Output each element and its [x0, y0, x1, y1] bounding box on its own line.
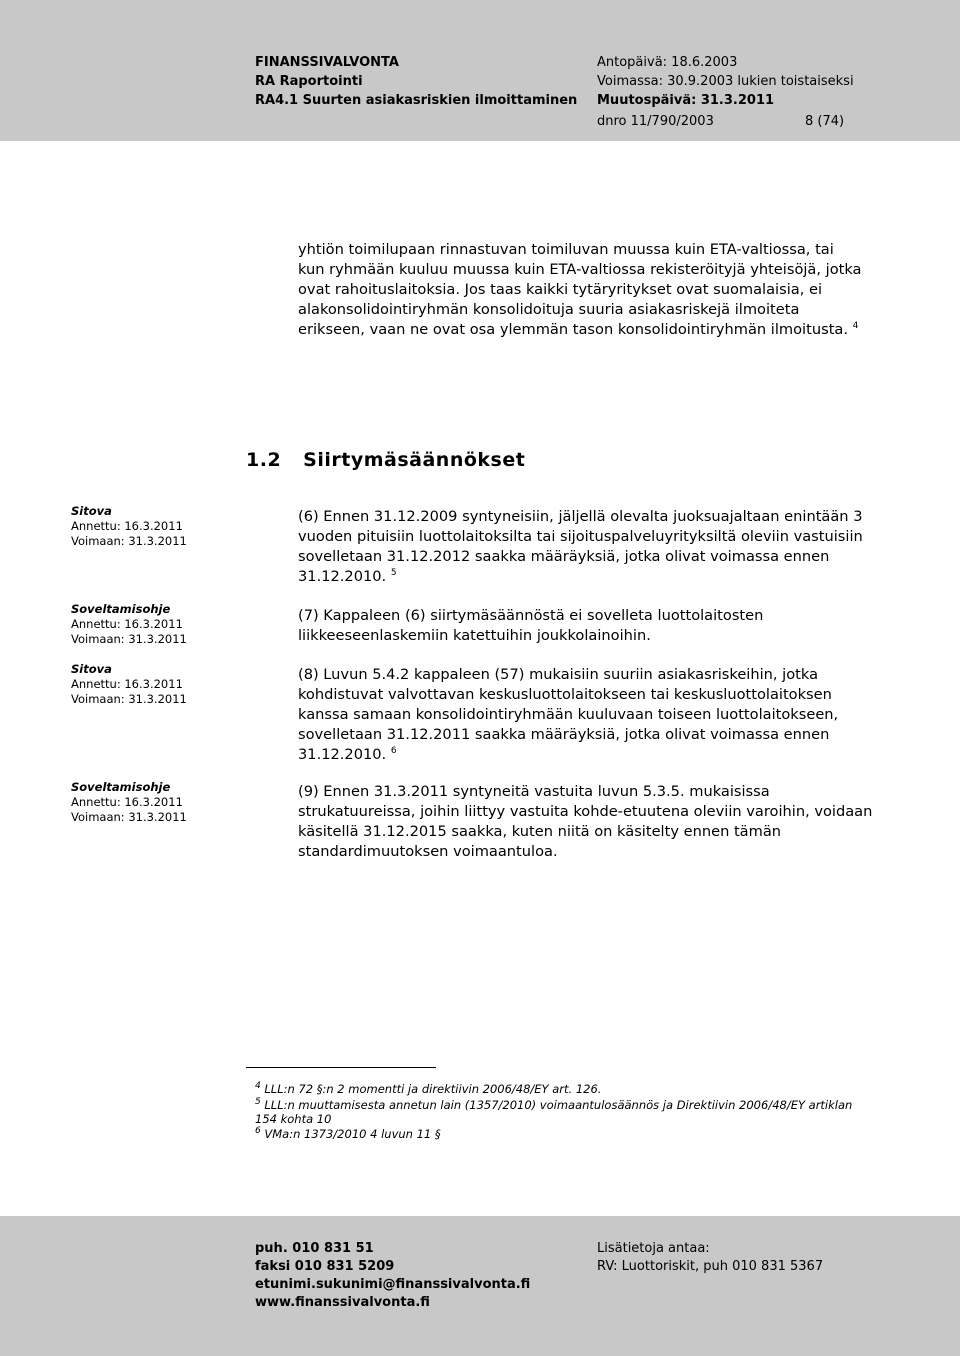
validity: Voimassa: 30.9.2003 lukien toistaiseksi: [597, 74, 854, 89]
note-kind: Sitova: [71, 504, 112, 518]
phone: puh. 010 831 51: [255, 1241, 374, 1256]
note-issued: Annettu: 16.3.2011: [71, 617, 183, 631]
note-kind: Sitova: [71, 662, 112, 676]
contact-info: RV: Luottoriskit, puh 010 831 5367: [597, 1259, 824, 1274]
paragraph-text: (9) Ennen 31.3.2011 syntyneitä vastuita luvun 5.3.5. mukaisissa strukatuureissa, joihin liittyy vastuita kohde-etuutena oleviin varoihin, voidaan käsitellä 31.12.2015 saakka, kuten niitä on käsitelty ennen tämän standardimuutoksen voimaantuloa.: [298, 783, 873, 860]
footnote-text: VMa:n 1373/2010 4 luvun 11 §: [264, 1127, 441, 1141]
footnote-text: LLL:n 72 §:n 2 momentti ja direktiivin 2006/48/EY art. 126.: [264, 1082, 602, 1096]
footnote-number: 5: [255, 1097, 261, 1108]
footnote-number: 6: [255, 1126, 261, 1137]
change-date: Muutospäivä: 31.3.2011: [597, 93, 775, 108]
page-header: [0, 0, 960, 141]
email-link[interactable]: etunimi.sukunimi@finanssivalvonta.fi: [255, 1277, 531, 1292]
paragraph-8: [298, 665, 883, 765]
paragraph-text: (6) Ennen 31.12.2009 syntyneisiin, jäljellä olevalta juoksuajaltaan enintään 3 vuoden pituisiin luottolaitoksilta tai sijoituspalveluyrityksiltä oleviin vastuisiin sovelletaan 31.12.2012 saakka määräyksiä, jotka olivat voimassa ennen 31.12.2010.: [298, 508, 863, 585]
record-number: dnro 11/790/2003: [597, 114, 714, 129]
note-kind: Soveltamisohje: [71, 602, 171, 616]
issue-date: Antopäivä: 18.6.2003: [597, 55, 738, 70]
note-effective: Voimaan: 31.3.2011: [71, 632, 187, 646]
note-effective: Voimaan: 31.3.2011: [71, 692, 187, 706]
page-number: 8 (74): [805, 114, 845, 129]
footnote: [255, 1127, 875, 1141]
footnote-text: LLL:n muuttamisesta annetun lain (1357/2010) voimaantulosäännös ja Direktiivin 2006/48/EY artiklan 154 kohta 10: [255, 1098, 853, 1126]
doc-title: RA4.1 Suurten asiakasriskien ilmoittaminen: [255, 93, 578, 108]
paragraph-text: (8) Luvun 5.4.2 kappaleen (57) mukaisiin suuriin asiakasriskeihin, jotka kohdistuvat valvottavan keskusluottolaitokseen tai keskusluottolaitoksen kanssa samaan konsolidointiryhmään kuuluvaan toiseen luottolaitokseen, sovelletaan 31.12.2011 saakka määräyksiä, jotka olivat voimassa ennen 31.12.2010.: [298, 666, 839, 763]
footnote-ref: 4: [852, 321, 859, 332]
note-issued: Annettu: 16.3.2011: [71, 519, 183, 533]
doc-category: RA Raportointi: [255, 74, 363, 89]
section-title: Siirtymäsäännökset: [303, 449, 526, 471]
note-issued: Annettu: 16.3.2011: [71, 677, 183, 691]
paragraph-9: [298, 782, 883, 862]
margin-note: [71, 504, 187, 549]
paragraph-6: [298, 507, 883, 587]
margin-note: [71, 662, 187, 707]
footnote-ref: 5: [390, 568, 397, 579]
footnote-divider: [246, 1067, 436, 1068]
paragraph-text: (7) Kappaleen (6) siirtymäsäännöstä ei sovelleta luottolaitosten liikkeeseenlaskemiin katettuihin joukkolainoihin.: [298, 607, 764, 644]
page-footer: [0, 1216, 960, 1356]
footnote-ref: 6: [390, 746, 397, 757]
footnote-number: 4: [255, 1081, 261, 1092]
fax: faksi 010 831 5209: [255, 1259, 395, 1274]
footnote: [255, 1098, 875, 1126]
paragraph-7: [298, 606, 883, 646]
intro-text: yhtiön toimilupaan rinnastuvan toimiluvan muussa kuin ETA-valtiossa, tai kun ryhmään kuuluu muussa kuin ETA-valtiossa rekisteröityjä yhteisöjä, jotka ovat rahoituslaitoksia. Jos taas kaikki tytäryritykset ovat suomalaisia, ei alakonsolidointiryhmän konsolidoituja suuria asiakasriskejä ilmoiteta erikseen, vaan ne ovat osa ylemmän tason konsolidointiryhmän ilmoitusta.: [298, 241, 862, 338]
note-kind: Soveltamisohje: [71, 780, 171, 794]
note-effective: Voimaan: 31.3.2011: [71, 534, 187, 548]
margin-note: [71, 602, 187, 647]
section-number: 1.2: [246, 449, 282, 471]
section-heading: [246, 449, 525, 471]
website-link[interactable]: www.finanssivalvonta.fi: [255, 1295, 430, 1310]
margin-note: [71, 780, 187, 825]
intro-paragraph: [298, 240, 863, 340]
note-effective: Voimaan: 31.3.2011: [71, 810, 187, 824]
org-name: FINANSSIVALVONTA: [255, 55, 399, 70]
footnote: [255, 1082, 875, 1096]
contact-label: Lisätietoja antaa:: [597, 1241, 710, 1256]
note-issued: Annettu: 16.3.2011: [71, 795, 183, 809]
